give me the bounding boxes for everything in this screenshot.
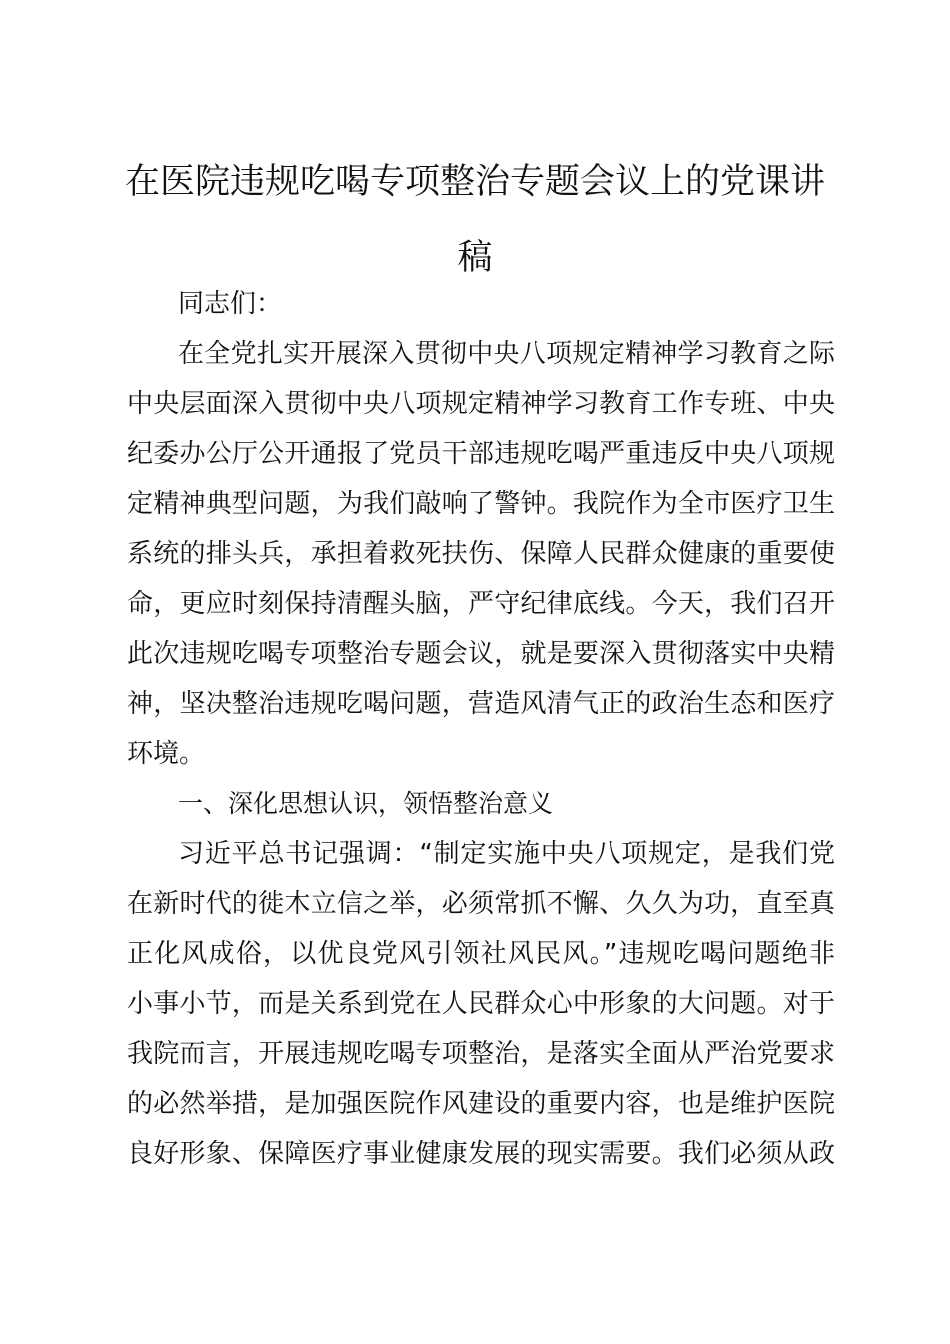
paragraph-1-line-8: 神，坚决整治违规吃喝问题，营造风清气正的政治生态和医疗 [127, 689, 835, 719]
salutation: 同志们： [178, 289, 283, 319]
paragraph-1-line-3: 纪委办公厅公开通报了党员干部违规吃喝严重违反中央八项规 [127, 439, 835, 469]
paragraph-1-line-7: 此次违规吃喝专项整治专题会议，就是要深入贯彻落实中央精 [127, 639, 835, 669]
paragraph-2-line-1: 习近平总书记强调：“制定实施中央八项规定，是我们党 [178, 839, 835, 869]
paragraph-2-line-6: 的必然举措，是加强医院作风建设的重要内容，也是维护医院 [127, 1089, 835, 1119]
paragraph-1-line-2: 中央层面深入贯彻中央八项规定精神学习教育工作专班、中央 [127, 389, 835, 419]
paragraph-1-line-6: 命，更应时刻保持清醒头脑，严守纪律底线。今天，我们召开 [127, 589, 835, 619]
paragraph-1-line-4: 定精神典型问题，为我们敲响了警钟。我院作为全市医疗卫生 [127, 489, 835, 519]
paragraph-2-line-5: 我院而言，开展违规吃喝专项整治，是落实全面从严治党要求 [127, 1039, 835, 1069]
document-title-line-2: 稿 [457, 238, 493, 278]
paragraph-1-line-1: 在全党扎实开展深入贯彻中央八项规定精神学习教育之际 [178, 339, 835, 369]
document-title-line-1: 在医院违规吃喝专项整治专题会议上的党课讲 [124, 162, 825, 202]
paragraph-1-line-5: 系统的排头兵，承担着救死扶伤、保障人民群众健康的重要使 [127, 539, 835, 569]
section-1-heading: 一、深化思想认识，领悟整治意义 [178, 789, 554, 818]
paragraph-1-line-9: 环境。 [127, 739, 206, 769]
paragraph-2-line-7: 良好形象、保障医疗事业健康发展的现实需要。我们必须从政 [127, 1139, 835, 1169]
paragraph-2-line-3: 正化风成俗，以优良党风引领社风民风。”违规吃喝问题绝非 [127, 939, 835, 969]
paragraph-2-line-4: 小事小节，而是关系到党在人民群众心中形象的大问题。对于 [127, 989, 835, 1019]
paragraph-2-line-2: 在新时代的徙木立信之举，必须常抓不懈、久久为功，直至真 [127, 889, 835, 919]
